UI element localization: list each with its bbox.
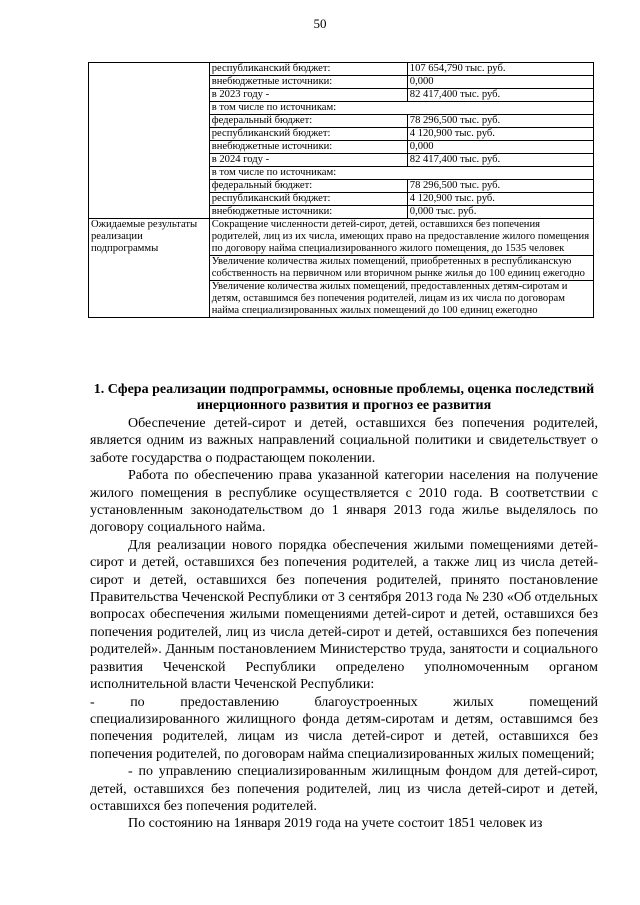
row-value: 0,000 тыс. руб. bbox=[407, 206, 593, 219]
row-label: республиканский бюджет: bbox=[209, 128, 407, 141]
row-value: 0,000 bbox=[407, 76, 593, 89]
row-label: федеральный бюджет: bbox=[209, 115, 407, 128]
row-value: 78 296,500 тыс. руб. bbox=[407, 180, 593, 193]
row-value: 4 120,900 тыс. руб. bbox=[407, 128, 593, 141]
row-label: в том числе по источникам: bbox=[209, 167, 593, 180]
row-label: в 2023 году - bbox=[209, 89, 407, 102]
empty-label-cell bbox=[89, 63, 210, 219]
row-label: в том числе по источникам: bbox=[209, 102, 593, 115]
row-label: республиканский бюджет: bbox=[209, 63, 407, 76]
row-value: 4 120,900 тыс. руб. bbox=[407, 193, 593, 206]
row-value: 82 417,400 тыс. руб. bbox=[407, 89, 593, 102]
word: предоставлению bbox=[180, 694, 279, 710]
paragraph: Для реализации нового порядка обеспечения жилыми помещениями детей-сирот и детей, оставшихся без попечения родителей, а также лиц из числа детей-сирот и детей, оставшихся без попечения родителей, принято постановление Правительства Чеченской Республики от 3 сентября 2013 года № 230 «Об отдельных вопросах обеспечения жилыми помещениями детей-сирот и детей, оставшихся без попечения родителей, лиц из числа детей-сирот и детей, оставшихся без попечения родителей». Данным постановлением Министерство труда, занятости и социального развития Чеченской Республики определено уполномоченным органом исполнительной власти Чеченской Республики: bbox=[90, 537, 598, 693]
paragraph: Работа по обеспечению права указанной категории населения на получение жилого помещения в республике осуществляется с 2010 года. В соответствии с установленным законодательством до 1 января 2013 года жилье выделялось по договору социального найма. bbox=[90, 468, 598, 536]
word: по bbox=[130, 694, 145, 710]
table-row bbox=[89, 63, 594, 76]
word: благоустроенных bbox=[314, 694, 418, 710]
row-label: внебюджетные источники: bbox=[209, 76, 407, 89]
row-label: внебюджетные источники: bbox=[209, 141, 407, 154]
row-label: в 2024 году - bbox=[209, 154, 407, 167]
dash-item-continuation: специализированного жилищного фонда детям-сиротам и детям, оставшимся без попечения родителей, лицам из числа детей-сирот и детей, оставшихся без попечения родителей, по договорам найма специализированных жилых помещений; bbox=[90, 711, 598, 762]
row-value: 0,000 bbox=[407, 141, 593, 154]
row-label: республиканский бюджет: bbox=[209, 193, 407, 206]
dash-item-first-line bbox=[90, 694, 598, 711]
paragraph: По состоянию на 1января 2019 года на учете состоит 1851 человек из bbox=[128, 816, 543, 832]
table-row bbox=[89, 219, 594, 256]
row-value: 82 417,400 тыс. руб. bbox=[407, 154, 593, 167]
section-body bbox=[90, 382, 598, 833]
word: помещений bbox=[529, 694, 598, 710]
row-label: внебюджетные источники: bbox=[209, 206, 407, 219]
word: жилых bbox=[453, 694, 494, 710]
expected-results-label: Ожидаемые результаты реализации подпрограммы bbox=[89, 219, 210, 318]
expected-result-item: Увеличение количества жилых помещений, приобретенных в республиканскую собственность на первичном или вторичном рынке жилья до 100 единиц ежегодно bbox=[209, 256, 593, 281]
dash-item: - по управлению специализированным жилищным фондом для детей-сирот, детей, оставшихся без попечения родителей, лиц из числа детей-сирот и детей, оставшихся без попечения родителей. bbox=[90, 764, 598, 814]
passport-table bbox=[88, 62, 594, 318]
row-label: федеральный бюджет: bbox=[209, 180, 407, 193]
row-value: 107 654,790 тыс. руб. bbox=[407, 63, 593, 76]
page-number: 50 bbox=[313, 16, 327, 31]
expected-result-item: Увеличение количества жилых помещений, предоставленных детям-сиротам и детям, оставшимся без попечения родителей, лицам из их числа по договорам найма специализированных жилых помещений до 100 единиц ежегодно bbox=[209, 281, 593, 318]
paragraph: Обеспечение детей-сирот и детей, оставшихся без попечения родителей, является одним из важных направлений социальной политики и свидетельствует о заботе государства о подрастающем поколении. bbox=[90, 416, 598, 466]
row-value: 78 296,500 тыс. руб. bbox=[407, 115, 593, 128]
section-heading: 1. Сфера реализации подпрограммы, основные проблемы, оценка последствий инерционного развития и прогноз ее развития bbox=[93, 382, 595, 413]
word: - bbox=[90, 694, 95, 710]
expected-result-item: Сокращение численности детей-сирот, детей, оставшихся без попечения родителей, лиц из их числа, имеющих право на предоставление жилого помещения по договору найма специализированного жилого помещения, до 1535 человек bbox=[209, 219, 593, 256]
